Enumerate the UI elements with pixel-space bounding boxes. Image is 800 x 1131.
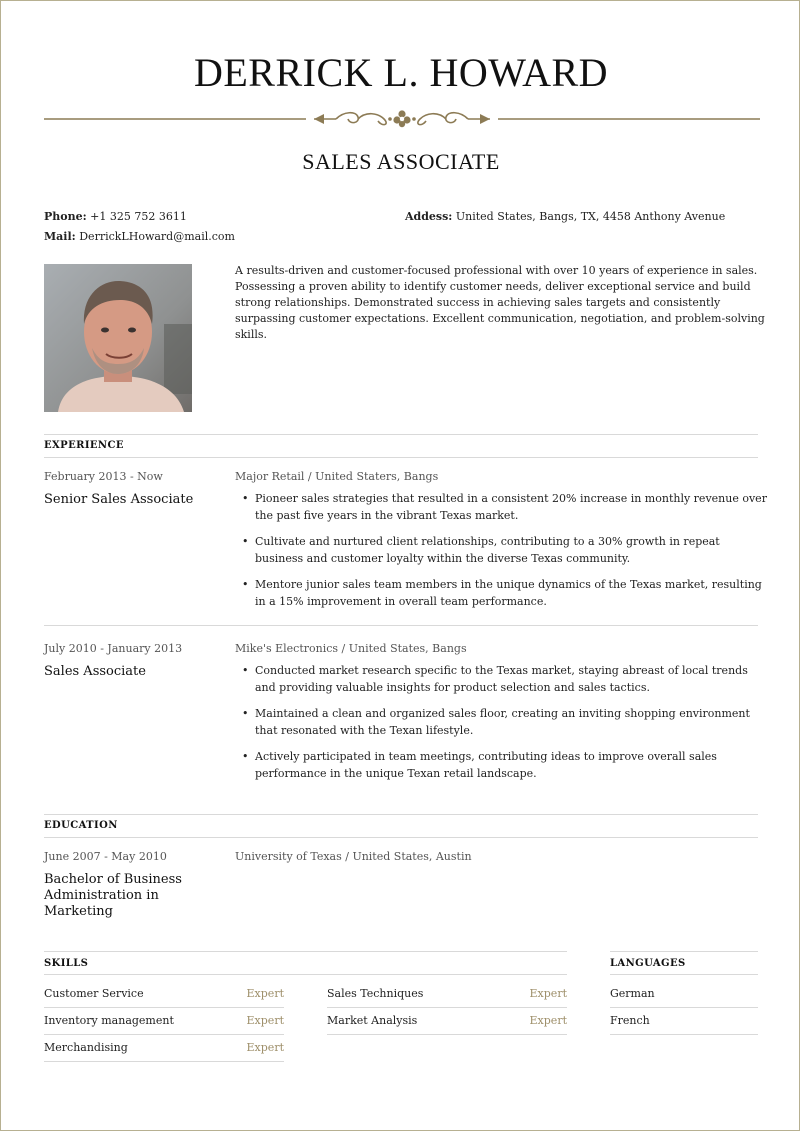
- contact-mail: [44, 230, 235, 243]
- job-divider: [44, 625, 758, 626]
- education-dates: June 2007 - May 2010: [44, 850, 167, 863]
- language-item: German: [610, 981, 758, 1008]
- section-divider: [44, 951, 567, 952]
- phone-label: Phone:: [44, 210, 87, 223]
- candidate-name: DERRICK L. HOWARD: [193, 50, 609, 95]
- job-bullet: • Conducted market research specific to the Texas market, staying abreast of local trends and providing valuable insights for product selection and sales tactics.: [235, 662, 770, 696]
- skill-row: [327, 1008, 567, 1035]
- skill-name: Sales Techniques: [327, 987, 424, 1000]
- contact-address: [405, 210, 725, 223]
- job-title: Senior Sales Associate: [44, 492, 194, 507]
- job-bullet: • Actively participated in team meetings, contributing ideas to improve overall sales performance in the unique Texan retail landscape.: [235, 748, 770, 782]
- skill-level: Expert: [246, 1041, 284, 1054]
- job-bullet: • Pioneer sales strategies that resulted in a consistent 20% increase in monthly revenue over the past five years in the vibrant Texas market.: [235, 490, 770, 524]
- education-school: University of Texas / United States, Austin: [235, 850, 472, 863]
- job-bullets: [235, 490, 770, 619]
- mail-value: DerrickLHoward@mail.com: [79, 230, 235, 243]
- section-divider: [44, 974, 567, 975]
- job-dates: July 2010 - January 2013: [44, 642, 183, 655]
- section-divider: [610, 951, 758, 952]
- profile-summary: A results-driven and customer-focused professional with over 10 years of experience in sales. Possessing a proven ability to identify customer needs, deliver exceptional service and build strong relationships. Demonstrated success in achieving sales targets and consistently surpassing customer expectations. Excellent communication, negotiation, and problem-solving skills.: [235, 264, 765, 341]
- section-divider: [44, 814, 758, 815]
- skill-name: Merchandising: [44, 1041, 128, 1054]
- skill-row: [44, 981, 284, 1008]
- job-role-title: SALES ASSOCIATE: [302, 149, 500, 174]
- mail-label: Mail:: [44, 230, 76, 243]
- skill-row: [44, 1035, 284, 1062]
- profile-photo: [44, 264, 192, 412]
- job-company: Major Retail / United Staters, Bangs: [235, 470, 439, 483]
- experience-heading: EXPERIENCE: [44, 440, 124, 451]
- job-bullet: • Maintained a clean and organized sales floor, creating an inviting shopping environment that resonated with the Texan lifestyle.: [235, 705, 770, 739]
- contact-phone: [44, 210, 187, 223]
- skill-level: Expert: [246, 1014, 284, 1027]
- address-label: Addess:: [405, 210, 453, 223]
- job-bullet: • Mentore junior sales team members in the unique dynamics of the Texas market, resulting in a 15% improvement in overall team performance.: [235, 576, 770, 610]
- job-bullet: • Cultivate and nurtured client relationships, contributing to a 30% growth in repeat business and customer loyalty within the diverse Texas community.: [235, 533, 770, 567]
- skills-heading: SKILLS: [44, 958, 89, 969]
- job-bullets: [235, 662, 770, 791]
- section-divider: [44, 837, 758, 838]
- skill-name: Market Analysis: [327, 1014, 418, 1027]
- section-divider: [44, 434, 758, 435]
- skill-level: Expert: [529, 987, 567, 1000]
- section-divider: [44, 457, 758, 458]
- section-divider: [610, 974, 758, 975]
- header-ornament: [44, 107, 760, 131]
- job-dates: February 2013 - Now: [44, 470, 163, 483]
- phone-value: +1 325 752 3611: [90, 210, 187, 223]
- job-title: Sales Associate: [44, 664, 146, 679]
- skill-level: Expert: [529, 1014, 567, 1027]
- language-item: French: [610, 1008, 758, 1035]
- languages-heading: LANGUAGES: [610, 958, 686, 969]
- skill-row: [327, 981, 567, 1008]
- skill-name: Inventory management: [44, 1014, 174, 1027]
- education-degree: Bachelor of Business Administration in Marketing: [44, 872, 182, 919]
- job-company: Mike's Electronics / United States, Bangs: [235, 642, 467, 655]
- skill-row: [44, 1008, 284, 1035]
- education-heading: EDUCATION: [44, 820, 118, 831]
- skill-name: Customer Service: [44, 987, 144, 1000]
- address-value: United States, Bangs, TX, 4458 Anthony Avenue: [455, 210, 726, 223]
- skill-level: Expert: [246, 987, 284, 1000]
